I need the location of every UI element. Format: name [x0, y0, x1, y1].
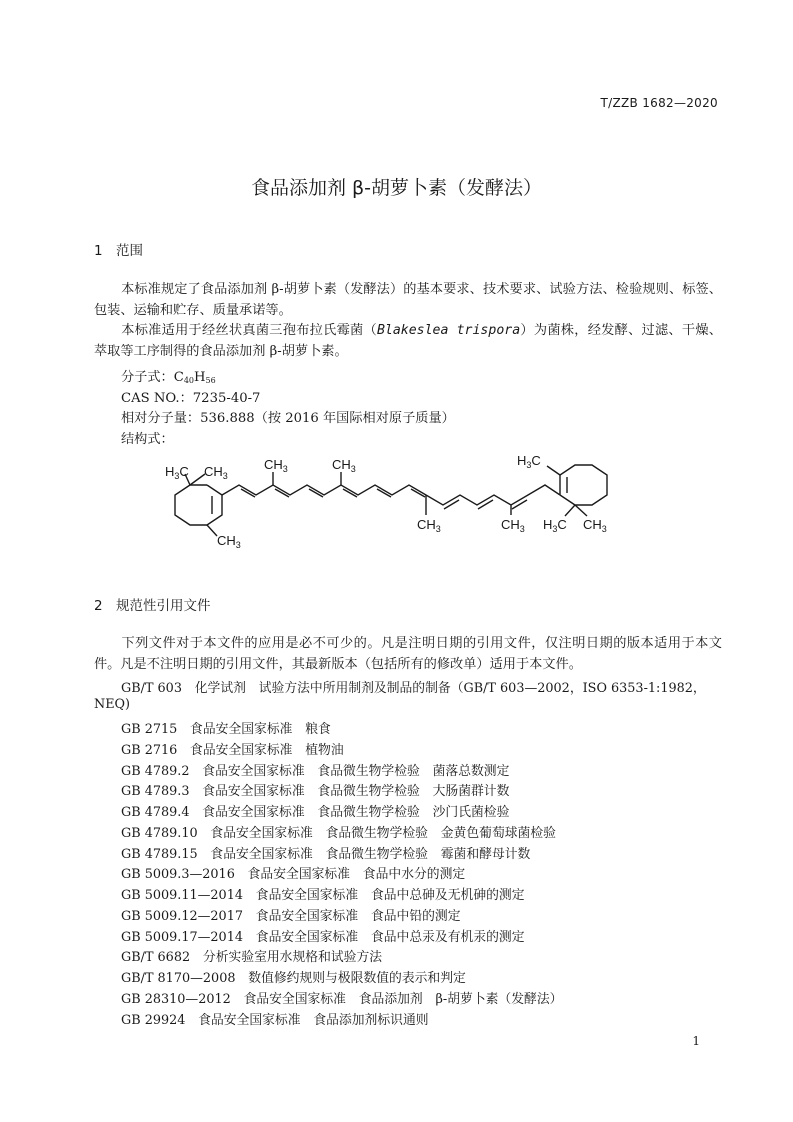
reference-item: GB/T 6682 分析实验室用水规格和试验方法 [121, 950, 383, 965]
section-number: 1 [94, 243, 103, 259]
methyl-label: $CH_3$ [583, 517, 607, 534]
reference-item: GB 4789.15 食品安全国家标准 食品微生物学检验 霉菌和酵母计数 [121, 847, 531, 862]
methyl-label: $CH_3$ [204, 464, 228, 481]
reference-item: GB 2715 食品安全国家标准 粮食 [121, 722, 331, 737]
page-number: 1 [692, 1034, 700, 1048]
methyl-label: $CH_3$ [217, 533, 241, 550]
section-title: 范围 [116, 243, 143, 259]
methyl-label: $H_3C$ [543, 517, 567, 534]
cas-number: CAS NO.：7235-40-7 [121, 391, 261, 406]
structure-labels [165, 453, 607, 550]
reference-item: GB 2716 食品安全国家标准 植物油 [121, 743, 344, 758]
reference-item: GB/T 603 化学试剂 试验方法中所用制剂及制品的制备（GB/T 603—2002，ISO 6353-1:1982， [121, 681, 706, 696]
references-intro: 下列文件对于本文件的应用是必不可少的。凡是注明日期的引用文件，仅注明日期的版本适用于本文件。凡是不注明日期的引用文件，其最新版本（包括所有的修改单）适用于本文件。 [94, 636, 722, 672]
reference-item: GB 5009.3—2016 食品安全国家标准 食品中水分的测定 [121, 867, 466, 882]
document-title: 食品添加剂 β-胡萝卜素（发酵法） [250, 177, 543, 199]
methyl-label: $H_3C$ [517, 453, 541, 470]
methyl-label: $CH_3$ [501, 517, 525, 534]
methyl-label: $H_3C$ [165, 464, 189, 481]
species-name: Blakeslea trispora [376, 323, 521, 338]
scope-paragraph-1: 本标准规定了食品添加剂 β-胡萝卜素（发酵法）的基本要求、技术要求、试验方法、检验规则、标签、包装、运输和贮存、质量承诺等。 [94, 282, 722, 318]
reference-item: GB 29924 食品安全国家标准 食品添加剂标识通则 [121, 1013, 429, 1028]
section-number: 2 [94, 598, 103, 614]
reference-item: GB 5009.17—2014 食品安全国家标准 食品中总汞及有机汞的测定 [121, 930, 525, 945]
reference-item: GB 4789.4 食品安全国家标准 食品微生物学检验 沙门氏菌检验 [121, 805, 510, 820]
section-title: 规范性引用文件 [116, 598, 211, 614]
reference-item: GB 4789.10 食品安全国家标准 食品微生物学检验 金黄色葡萄球菌检验 [121, 826, 556, 841]
standard-code: T/ZZB 1682—2020 [600, 96, 718, 110]
beta-carotene-structure [155, 452, 625, 552]
reference-item: GB 4789.3 食品安全国家标准 食品微生物学检验 大肠菌群计数 [121, 784, 510, 799]
reference-item: GB/T 8170—2008 数值修约规则与极限数值的表示和判定 [121, 971, 466, 986]
reference-item: GB 28310—2012 食品安全国家标准 食品添加剂 β-胡萝卜素（发酵法） [121, 992, 563, 1007]
section-1-heading [94, 239, 143, 259]
methyl-label: $CH_3$ [264, 457, 288, 474]
reference-item-continued: NEQ) [94, 697, 131, 712]
structure-label: 结构式： [121, 432, 174, 447]
section-2-heading [94, 594, 211, 614]
scope-paragraph-2: 本标准适用于经丝状真菌三孢布拉氏霉菌（Blakeslea trispora）为菌株，经发酵、过滤、干燥、萃取等工序制得的食品添加剂 β-胡萝卜素。 [94, 323, 722, 359]
reference-item: GB 4789.2 食品安全国家标准 食品微生物学检验 菌落总数测定 [121, 764, 510, 779]
molecular-formula: 分子式：$C_{40}H_{56}$ [121, 370, 216, 385]
reference-item: GB 5009.12—2017 食品安全国家标准 食品中铅的测定 [121, 909, 461, 924]
methyl-label: $CH_3$ [417, 517, 441, 534]
methyl-label: $CH_3$ [332, 457, 356, 474]
molecular-mass: 相对分子量：536.888（按 2016 年国际相对原子质量） [121, 411, 455, 426]
reference-item: GB 5009.11—2014 食品安全国家标准 食品中总砷及无机砷的测定 [121, 888, 525, 903]
